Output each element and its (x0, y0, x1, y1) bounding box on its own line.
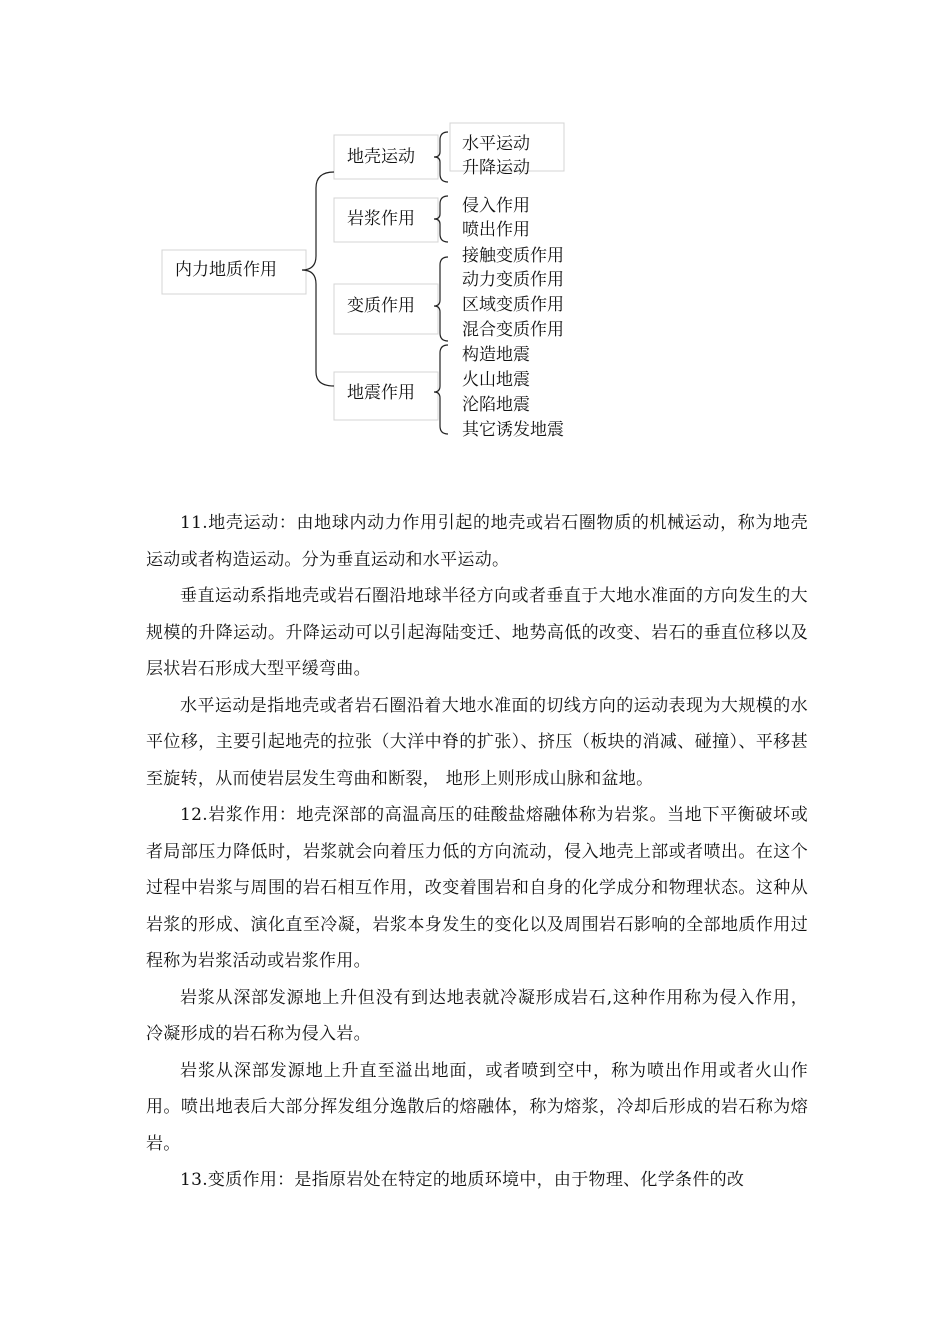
leaf-vertical-movement: 升降运动 (462, 158, 530, 178)
leaf-induced-earthquake: 其它诱发地震 (462, 420, 564, 440)
leaf-horizontal-movement: 水平运动 (462, 134, 530, 154)
branch-magmatism: 岩浆作用 (347, 209, 415, 229)
leaf-tectonic-earthquake: 构造地震 (462, 345, 530, 365)
paragraph-magmatism: 12.岩浆作用：地壳深部的高温高压的硅酸盐熔融体称为岩浆。当地下平衡破坏或者局部压力降低时，岩浆就会向着压力低的方向流动，侵入地壳上部或者喷出。在这个过程中岩浆与周围的岩石相互作用，改变着围岩和自身的化学成分和物理状态。这种从岩浆的形成、演化直至冷凝，岩浆本身发生的变化以及周围岩石影响的全部地质作用过程称为岩浆活动或岩浆作用。 (146, 805, 808, 971)
branch-crust-movement: 地壳运动 (347, 147, 415, 167)
classification-diagram (0, 0, 950, 470)
leaf-intrusion: 侵入作用 (462, 196, 530, 216)
paragraph-horizontal-movement: 水平运动是指地壳或者岩石圈沿着大地水准面的切线方向的运动表现为大规模的水平位移，主要引起地壳的拉张（大洋中脊的扩张）、挤压（板块的消减、碰撞）、平移甚至旋转，从而使岩层发生弯曲和断裂， 地形上则形成山脉和盆地。 (146, 695, 808, 789)
branch-earthquake: 地震作用 (347, 383, 415, 403)
branch-metamorphism: 变质作用 (347, 296, 415, 316)
leaf-dynamic-metamorphism: 动力变质作用 (462, 270, 564, 290)
brace-metamorphism (434, 257, 448, 341)
leaf-migmatization: 混合变质作用 (462, 320, 564, 340)
leaf-contact-metamorphism: 接触变质作用 (462, 246, 564, 266)
brace-crust (434, 132, 448, 182)
leaf-extrusion: 喷出作用 (462, 220, 530, 240)
body-text (146, 505, 808, 1199)
root-label: 内力地质作用 (175, 260, 277, 280)
paragraph-crust-movement: 11.地壳运动：由地球内动力作用引起的地壳或岩石圈物质的机械运动，称为地壳运动或者构造运动。分为垂直运动和水平运动。 (146, 513, 808, 570)
paragraph-extrusion: 岩浆从深部发源地上升直至溢出地面，或者喷到空中，称为喷出作用或者火山作用。喷出地表后大部分挥发组分逸散后的熔融体，称为熔浆，冷却后形成的岩石称为熔岩。 (146, 1060, 808, 1154)
paragraph-vertical-movement: 垂直运动系指地壳或岩石圈沿地球半径方向或者垂直于大地水准面的方向发生的大规模的升降运动。升降运动可以引起海陆变迁、地势高低的改变、岩石的垂直位移以及层状岩石形成大型平缓弯曲。 (146, 586, 808, 679)
brace-earthquake (434, 345, 448, 434)
leaf-collapse-earthquake: 沦陷地震 (462, 395, 530, 415)
paragraph-intrusion: 岩浆从深部发源地上升但没有到达地表就冷凝形成岩石,这种作用称为侵入作用，冷凝形成的岩石称为侵入岩。 (146, 987, 808, 1044)
root-brace (302, 172, 334, 386)
brace-magma (434, 196, 448, 242)
leaf-volcanic-earthquake: 火山地震 (462, 370, 530, 390)
paragraph-metamorphism: 13.变质作用：是指原岩处在特定的地质环境中，由于物理、化学条件的改 (180, 1170, 745, 1190)
leaf-regional-metamorphism: 区域变质作用 (462, 295, 564, 315)
